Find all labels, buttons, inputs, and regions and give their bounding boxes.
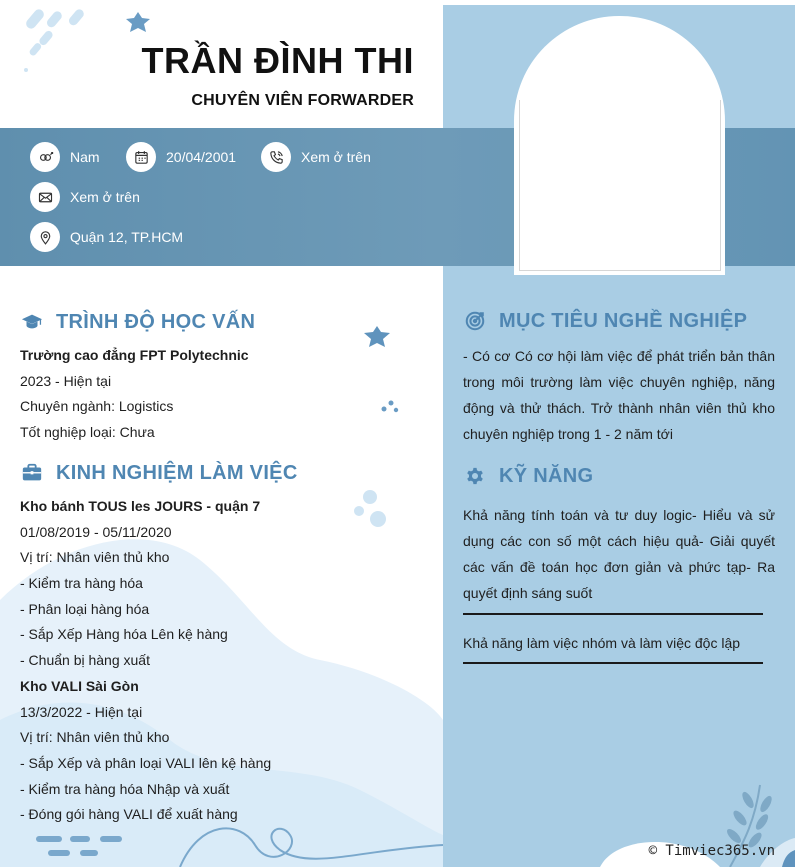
graduation-cap-icon: [20, 310, 44, 334]
skills-title: KỸ NĂNG: [499, 464, 594, 487]
job-task: - Sắp Xếp Hàng hóa Lên kệ hàng: [20, 626, 228, 643]
experience-title: KINH NGHIỆM LÀM VIỆC: [56, 461, 298, 484]
education-school: Trường cao đẳng FPT Polytechnic: [20, 347, 249, 363]
contact-gender: [30, 142, 100, 172]
profile-photo-frame: [519, 100, 721, 271]
job-task: - Sắp Xếp và phân loại VALI lên kệ hàng: [20, 754, 272, 771]
mail-icon: [30, 182, 60, 212]
gender-icon: [30, 142, 60, 172]
education-heading: [20, 310, 255, 334]
job-position: Vị trí: Nhân viên thủ kho: [20, 729, 170, 746]
candidate-role: CHUYÊN VIÊN FORWARDER: [191, 92, 414, 109]
job-period: 13/3/2022 - Hiện tại: [20, 703, 143, 720]
education-details: [20, 343, 249, 446]
job-task: - Kiểm tra hàng hóa Nhập và xuất: [20, 780, 230, 797]
skill-item: Khả năng làm việc nhóm và làm việc độc lập: [463, 635, 741, 651]
objective-title: MỤC TIÊU NGHỀ NGHIỆP: [499, 309, 748, 332]
job-company: Kho bánh TOUS les JOURS - quận 7: [20, 498, 261, 514]
job-task: - Chuẩn bị hàng xuất: [20, 652, 150, 669]
experience-details: [20, 494, 271, 828]
job-task: - Phân loại hàng hóa: [20, 600, 150, 617]
objective-heading: [463, 309, 747, 333]
location-icon: [30, 222, 60, 252]
job-period: 01/08/2019 - 05/11/2020: [20, 523, 172, 540]
calendar-icon: [126, 142, 156, 172]
contact-phone: [261, 142, 371, 172]
address-value: Quận 12, TP.HCM: [70, 229, 184, 245]
gender-value: Nam: [70, 149, 100, 165]
education-major: Chuyên ngành: Logistics: [20, 398, 174, 415]
education-period: 2023 - Hiện tại: [20, 372, 112, 389]
contact-birthday: [126, 142, 236, 172]
job-company: Kho VALI Sài Gòn: [20, 677, 139, 694]
education-graduation: Tốt nghiệp loại: Chưa: [20, 424, 155, 441]
contact-email: [30, 182, 140, 212]
contact-address: [30, 222, 183, 252]
briefcase-icon: [20, 461, 44, 485]
skill-divider: [463, 662, 763, 664]
education-title: TRÌNH ĐỘ HỌC VẤN: [56, 310, 256, 333]
job-task: - Đóng gói hàng VALI để xuất hàng: [20, 806, 238, 823]
skill-divider: [463, 613, 763, 615]
gear-icon: [463, 464, 487, 488]
job-task: - Kiểm tra hàng hóa: [20, 575, 143, 592]
phone-icon: [261, 142, 291, 172]
birthday-value: 20/04/2001: [166, 149, 237, 165]
email-value: Xem ở trên: [70, 189, 140, 205]
job-position: Vị trí: Nhân viên thủ kho: [20, 549, 170, 566]
watermark: © Timviec365.vn: [648, 843, 775, 859]
candidate-name: TRẦN ĐÌNH THI: [141, 40, 414, 81]
target-icon: [463, 309, 487, 333]
experience-heading: [20, 461, 298, 485]
phone-value: Xem ở trên: [301, 149, 371, 165]
skills-heading: [463, 464, 593, 488]
skill-item: Khả năng tính toán và tư duy logic- Hiểu và sử dụng các con số một cách hiệu quả- Giải quyết các vấn đề toán học đơn giản và phức tạp- Ra quyết định sáng suốt: [463, 507, 775, 601]
objective-text: - Có cơ Có cơ hội làm việc để phát triển bản thân trong môi trường làm việc chuyên nghiệp, năng động và thử thách. Trở thành nhân viên thủ kho chuyên nghiệp trong 1 - 2 năm tới: [463, 348, 775, 442]
